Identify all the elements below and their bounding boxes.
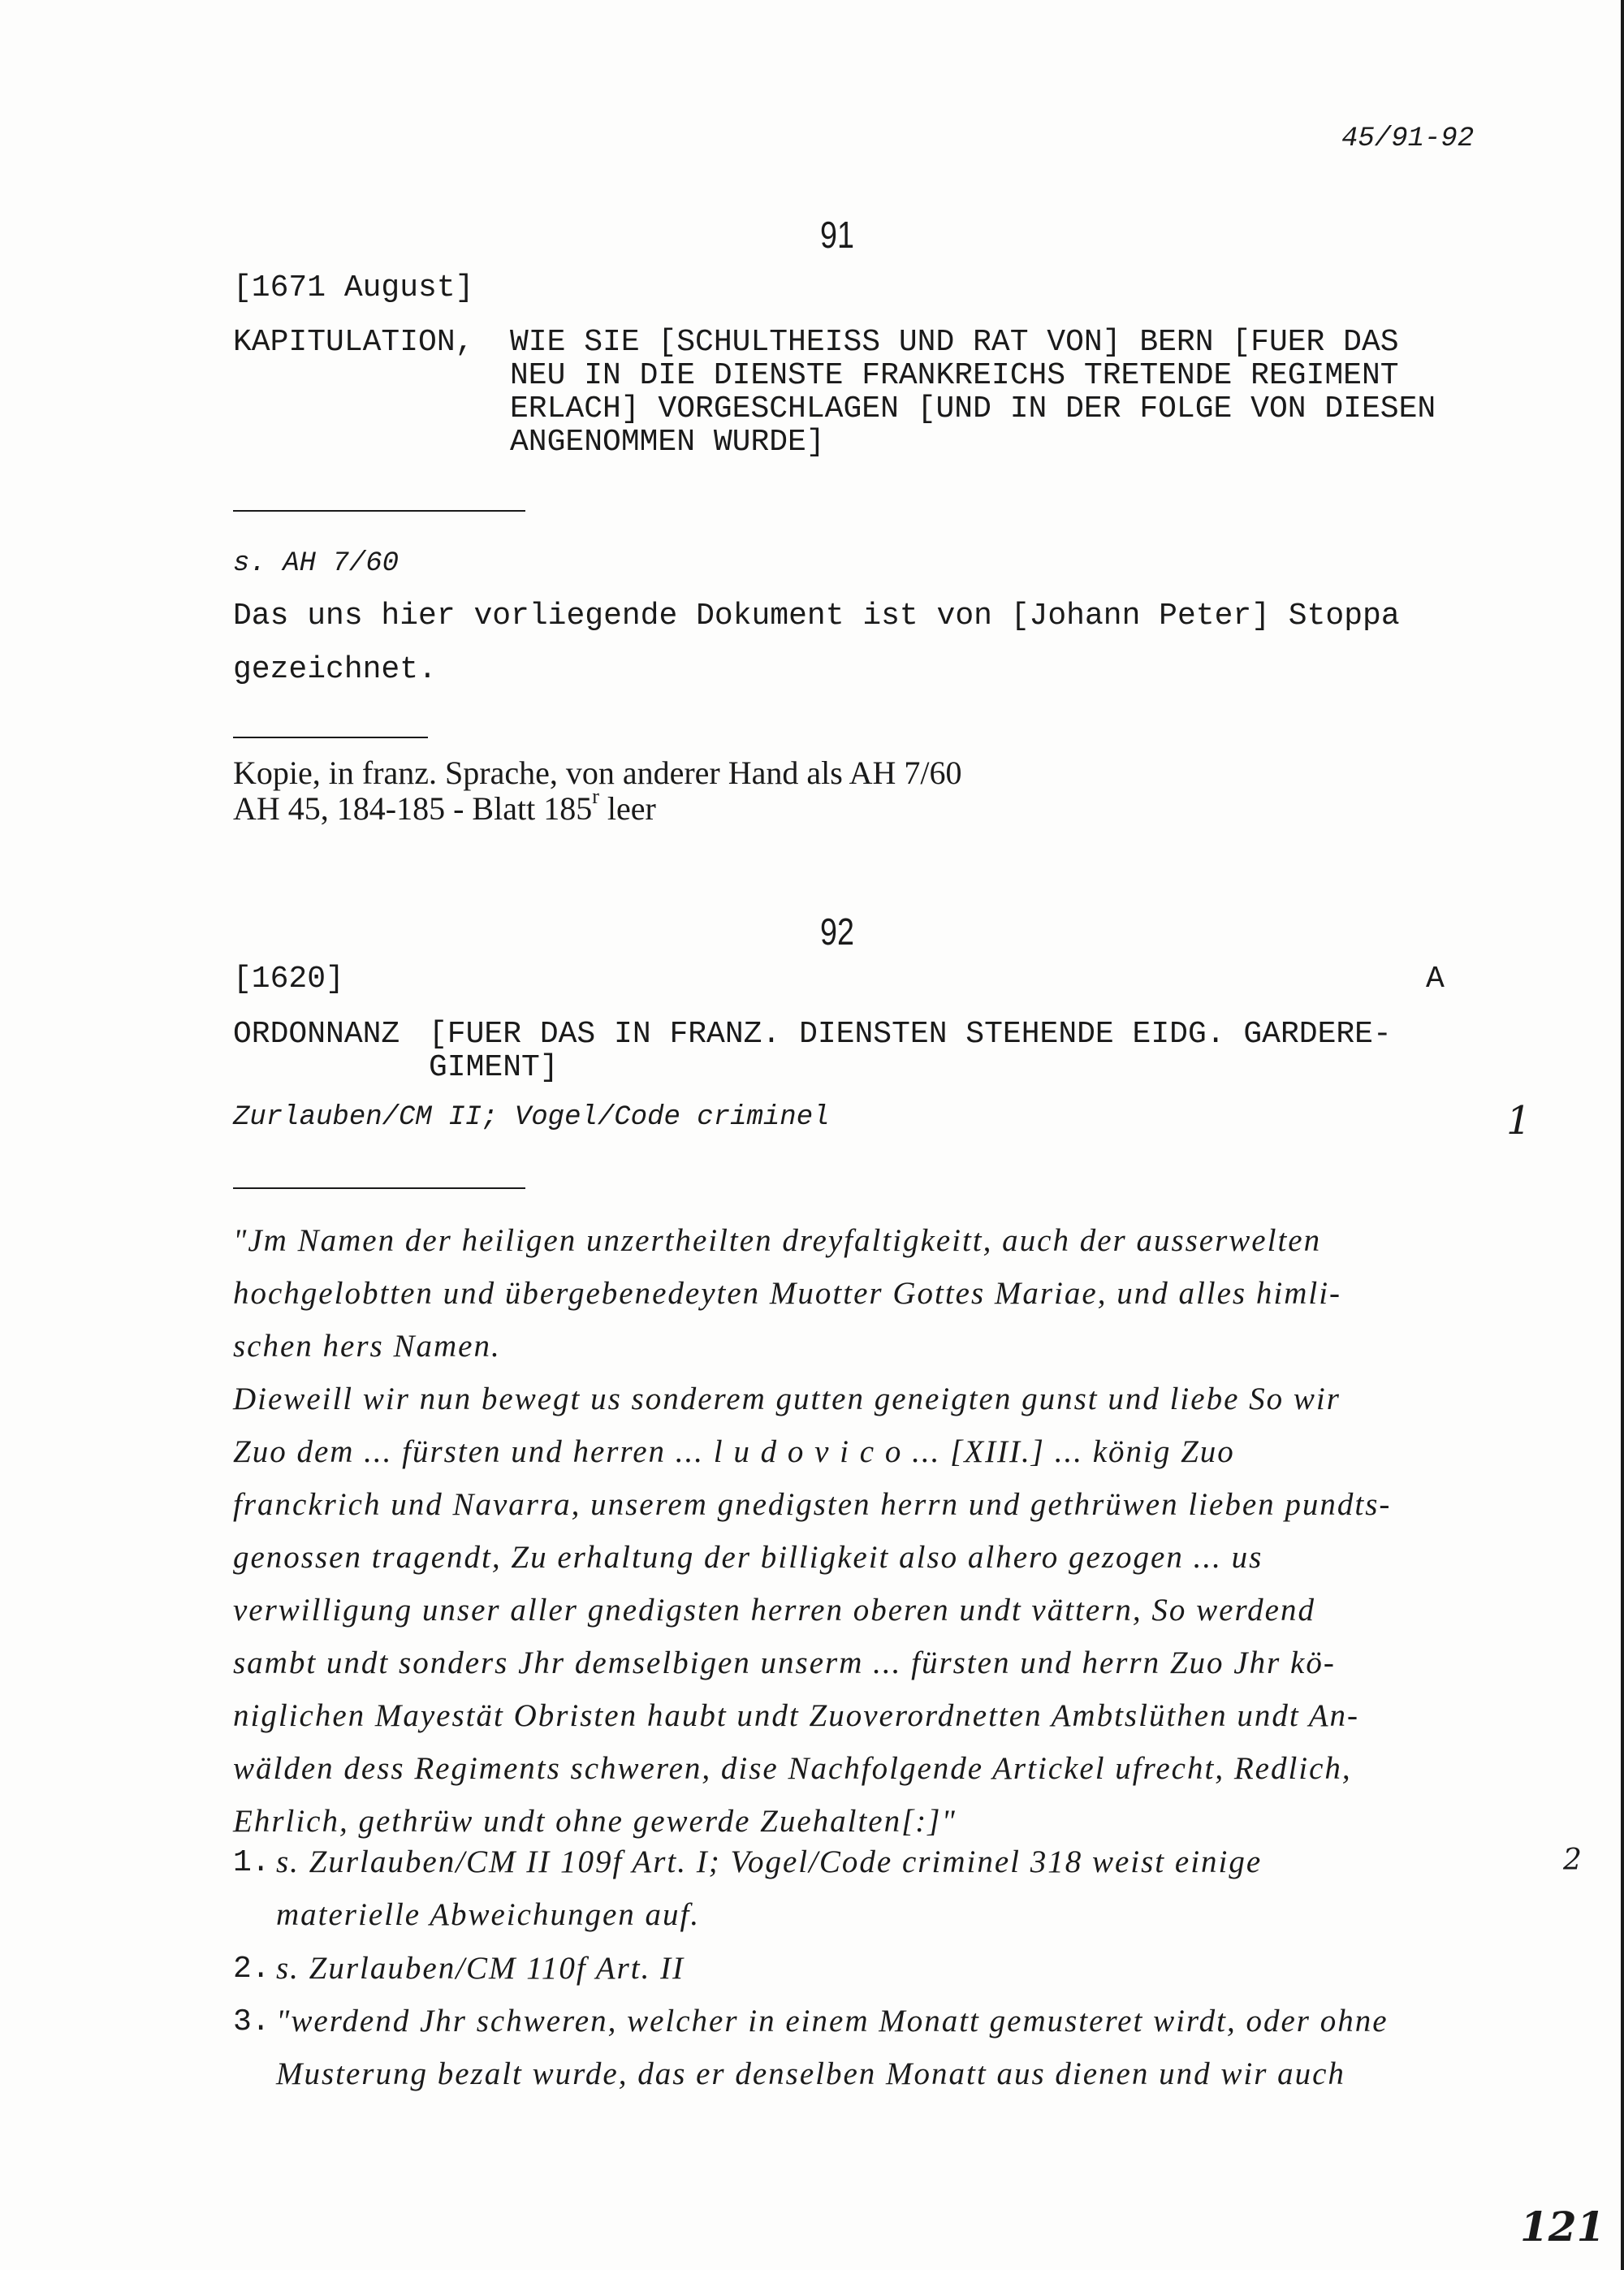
note-text-line: materielle Abweichungen auf. (276, 1897, 701, 1932)
document-title-line: [FUER DAS IN FRANZ. DIENSTEN STEHENDE EIDG. GARDERE- (429, 1017, 1392, 1052)
document-title-label-92: ORDONNANZ (233, 1017, 400, 1052)
note-line: gezeichnet. (233, 652, 437, 687)
margin-note-1: 1 (1506, 1098, 1531, 1144)
text-line: verwilligung unser aller gnedigsten herren oberen undt vättern, So werdend (233, 1593, 1315, 1628)
document-title-label-91: KAPITULATION, (233, 325, 474, 360)
text-line: sambt undt sonders Jhr demselbigen unserm ... fürsten und herrn Zuo Jhr kö- (233, 1645, 1336, 1680)
text-line: Dieweill wir nun bewegt us sonderem gutten geneigten gunst und liebe So wir (233, 1381, 1341, 1416)
source-line-2 (233, 785, 656, 828)
reference-92: Zurlauben/CM II; Vogel/Code criminel (233, 1102, 830, 1133)
note-number: 2. (233, 1952, 270, 1987)
document-marker: A (1426, 962, 1445, 997)
note-line: Das uns hier vorliegende Dokument ist von [Johann Peter] Stoppa (233, 599, 1400, 633)
text-line: schen hers Namen. (233, 1329, 501, 1364)
folio-number: 121 (1520, 2203, 1605, 2251)
page-reference: 45/91-92 (1341, 123, 1475, 154)
document-title-line: GIMENT] (429, 1050, 559, 1085)
separator-rule (233, 737, 428, 738)
separator-rule (233, 1187, 525, 1189)
document-number-92: 92 (820, 910, 854, 953)
text-line: franckrich und Navarra, unserem gnedigsten herrn und gethrüwen lieben pundts- (233, 1487, 1392, 1522)
document-number-91: 91 (820, 214, 854, 256)
document-title-line: ERLACH] VORGESCHLAGEN [UND IN DER FOLGE VON DIESEN (510, 391, 1436, 426)
source-line-1: Kopie, in franz. Sprache, von anderer Hand als AH 7/60 (233, 755, 962, 791)
document-title-line: NEU IN DIE DIENSTE FRANKREICHS TRETENDE REGIMENT (510, 358, 1399, 393)
document-title-line: ANGENOMMEN WURDE] (510, 425, 825, 460)
reference-91: s. AH 7/60 (233, 548, 400, 579)
text-line: Ehrlich, gethrüw undt ohne gewerde Zuehalten[:]" (233, 1804, 957, 1839)
text-line: niglichen Mayestät Obristen haubt undt Zuoverordnetten Ambtslüthen undt An- (233, 1698, 1360, 1733)
document-title-line: WIE SIE [SCHULTHEISS UND RAT VON] BERN [FUER DAS (510, 325, 1399, 360)
document-date-92: [1620] (233, 962, 344, 997)
text-line: Zuo dem ... fürsten und herren ... l u d o v i c o ... [XIII.] ... könig Zuo (233, 1434, 1235, 1469)
source-line-2-end: leer (598, 790, 656, 827)
separator-rule (233, 510, 525, 512)
margin-note-2: 2 (1563, 1844, 1582, 1877)
text-line: wälden dess Regiments schweren, dise Nachfolgende Artickel ufrecht, Redlich, (233, 1751, 1352, 1786)
recto-superscript: r (592, 785, 599, 808)
note-text-line: s. Zurlauben/CM 110f Art. II (276, 1951, 685, 1986)
note-number: 3. (233, 2004, 270, 2039)
source-line-2-text: AH 45, 184-185 - Blatt 185 (233, 790, 593, 827)
text-line: "Jm Namen der heiligen unzertheilten dreyfaltigkeitt, auch der ausserwelten (233, 1223, 1322, 1258)
note-text-line: Musterung bezalt wurde, das er denselben Monatt aus dienen und wir auch (276, 2056, 1345, 2091)
note-text-line: s. Zurlauben/CM II 109f Art. I; Vogel/Code criminel 318 weist einige (276, 1844, 1263, 1879)
note-number: 1. (233, 1845, 270, 1880)
document-date-91: [1671 August] (233, 270, 474, 305)
text-line: hochgelobtten und übergebenedeyten Muotter Gottes Mariae, und alles himli- (233, 1276, 1342, 1311)
note-text-line: "werdend Jhr schweren, welcher in einem Monatt gemusteret wirdt, oder ohne (276, 2004, 1389, 2039)
text-line: genossen tragendt, Zu erhaltung der billigkeit also alhero gezogen ... us (233, 1540, 1263, 1575)
